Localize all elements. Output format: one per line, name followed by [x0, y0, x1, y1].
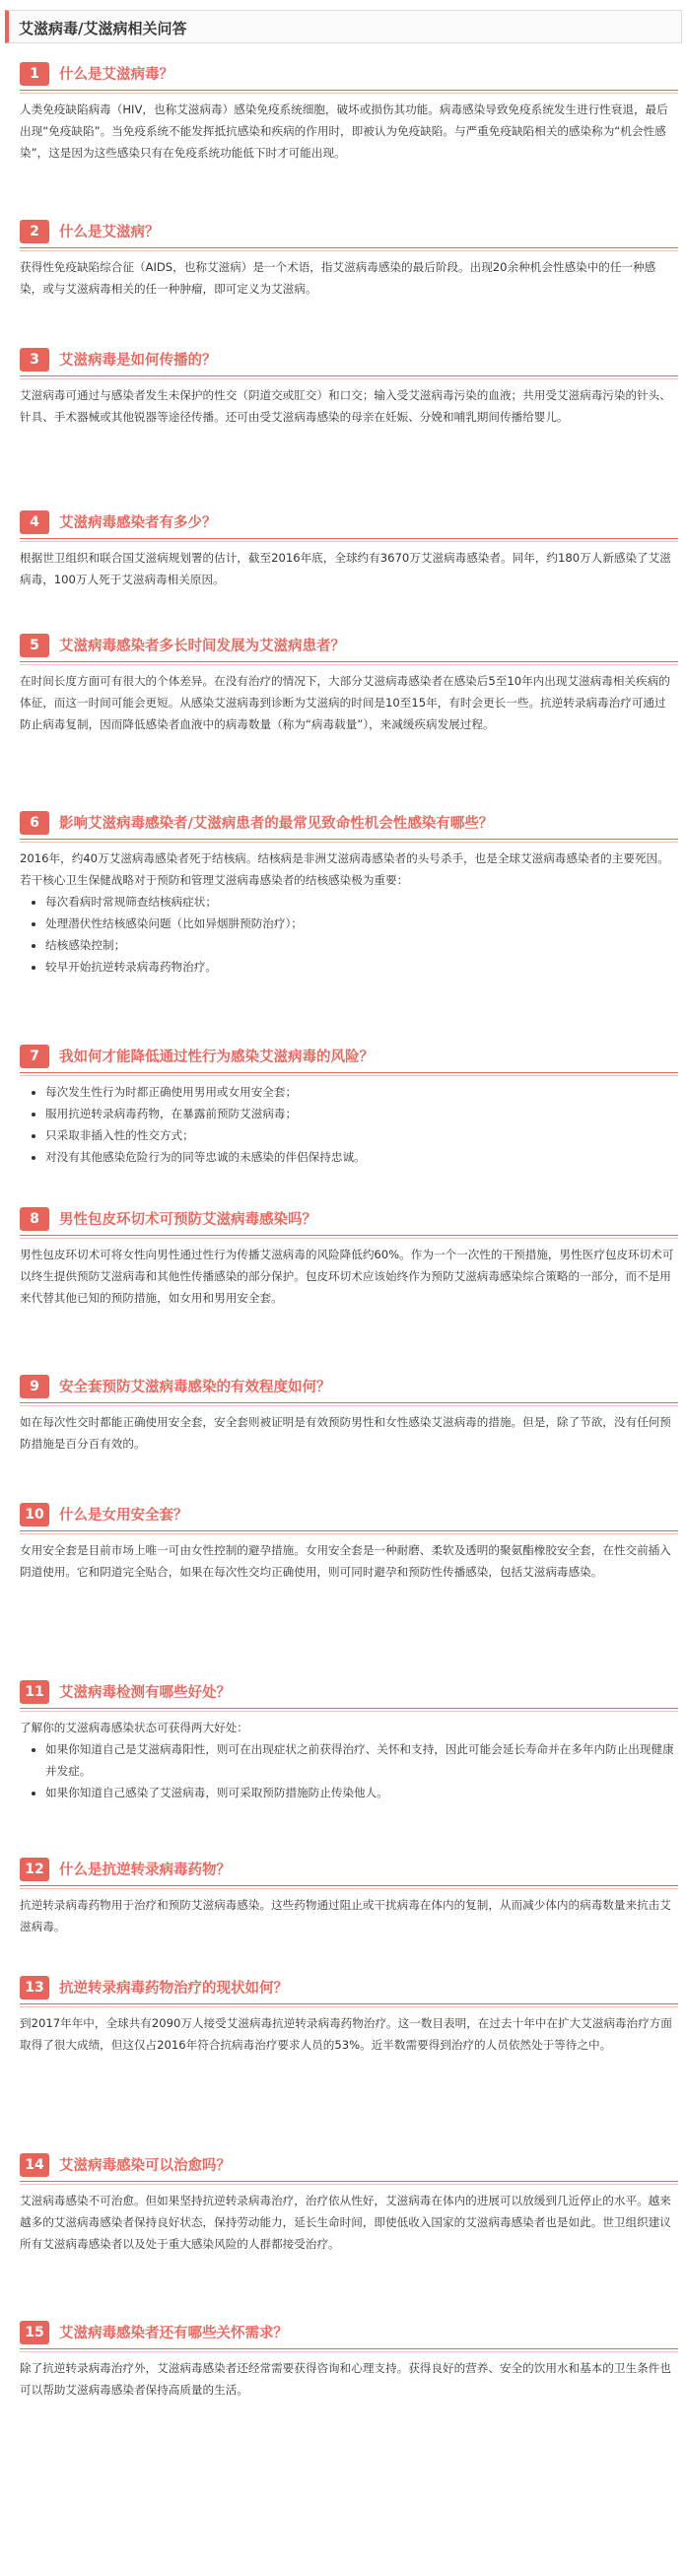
- answer-list-item: • 服用抗逆转录病毒药物，在暴露前预防艾滋病毒；: [45, 1103, 674, 1124]
- question-number-badge: 13: [20, 1976, 49, 2000]
- answer-body: [20, 670, 678, 735]
- answer-paragraph: 根据世卫组织和联合国艾滋病规划署的估计，截至2016年底，全球约有3670万艾滋病毒感染者。同年，约180万人新感染了艾滋病毒，100万人死于艾滋病毒相关原因。: [20, 551, 671, 586]
- question-header: [20, 1040, 678, 1073]
- faq-item: [20, 1853, 678, 1937]
- answer-paragraph: 艾滋病毒感染不可治愈。但如果坚持抗逆转录病毒治疗，治疗依从性好，艾滋病毒在体内的进展可以放缓到几近停止的水平。越来越多的艾滋病毒感染者保持良好状态，保持劳动能力，延长生命时间，即使低收入国家的艾滋病毒感染者也是如此。世卫组织建议所有艾滋病毒感染者以及处于重大感染风险的人群都接受治疗。: [20, 2194, 671, 2251]
- answer-list-item: • 每次看病时常规筛查结核病症状；: [45, 891, 674, 913]
- question-header: [20, 343, 678, 376]
- answer-list-item: • 结核感染控制；: [45, 934, 674, 956]
- question-number-badge: 5: [20, 634, 49, 657]
- answer-list-item: • 较早开始抗逆转录病毒药物治疗。: [45, 956, 674, 978]
- answer-paragraph: 男性包皮环切术可将女性向男性通过性行为传播艾滋病毒的风险降低约60%。作为一个一次性的干预措施，男性医疗包皮环切术可以终生提供预防艾滋病毒和其他性传播感染的部分保护。包皮环切术应该始终作为预防艾滋病毒感染综合策略的一部分，而不是用来代替其他已知的预防措施，如女用和男用安全套。: [20, 1248, 674, 1305]
- question-divider: [20, 2003, 678, 2004]
- question-divider: [20, 2348, 678, 2349]
- question-divider: [20, 1885, 678, 1886]
- question-number-badge: 6: [20, 811, 49, 835]
- question-header: [20, 1202, 678, 1236]
- question-number-badge: 7: [20, 1045, 49, 1068]
- page-title-bar: [5, 10, 682, 43]
- faq-item: [20, 1498, 678, 1583]
- question-number-badge: 12: [20, 1858, 49, 1881]
- question-title: 什么是艾滋病？: [59, 225, 160, 240]
- answer-body: [20, 2357, 678, 2401]
- answer-paragraph: 2016年，约40万艾滋病毒感染者死于结核病。结核病是非洲艾滋病毒感染者的头号杀手，也是全球艾滋病毒感染者的主要死因。若干核心卫生保健战略对于预防和管理艾滋病毒感染者的结核感染极为重要：: [20, 851, 669, 887]
- faq-item: [20, 1675, 678, 1803]
- question-header: [20, 1971, 678, 2004]
- question-number-badge: 8: [20, 1207, 49, 1231]
- answer-body: [20, 99, 678, 164]
- answer-body: [20, 1411, 678, 1455]
- question-divider: [20, 1530, 678, 1531]
- faq-item: [20, 629, 678, 735]
- question-title: 艾滋病毒是如何传播的？: [59, 353, 217, 369]
- question-header: [20, 215, 678, 248]
- question-header: [20, 2316, 678, 2349]
- question-title: 影响艾滋病毒感染者/艾滋病患者的最常见致命性机会性感染有哪些？: [59, 816, 494, 832]
- question-number-badge: 9: [20, 1375, 49, 1398]
- question-divider: [20, 538, 678, 539]
- question-title: 男性包皮环切术可预防艾滋病毒感染吗？: [59, 1212, 316, 1228]
- faq-item: [20, 2316, 678, 2401]
- question-number-badge: 15: [20, 2321, 49, 2344]
- question-number-badge: 10: [20, 1503, 49, 1526]
- faq-item: [20, 1370, 678, 1455]
- question-divider: [20, 1072, 678, 1073]
- faq-item: [20, 1202, 678, 1309]
- question-title: 安全套预防艾滋病毒感染的有效程度如何？: [59, 1380, 331, 1395]
- answer-body: [20, 2012, 678, 2056]
- question-header: [20, 806, 678, 840]
- question-title: 什么是女用安全套？: [59, 1508, 188, 1524]
- answer-paragraph: 除了抗逆转录病毒治疗外，艾滋病毒感染者还经常需要获得咨询和心理支持。获得良好的营养、安全的饮用水和基本的卫生条件也可以帮助艾滋病毒感染者保持高质量的生活。: [20, 2361, 671, 2397]
- question-title: 抗逆转录病毒药物治疗的现状如何？: [59, 1981, 288, 1997]
- faq-item: [20, 215, 678, 300]
- question-divider: [20, 661, 678, 662]
- faq-item: [20, 1040, 678, 1168]
- question-divider: [20, 375, 678, 376]
- answer-body: [20, 384, 678, 428]
- faq-item: [20, 1971, 678, 2056]
- answer-paragraph: 到2017年年中，全球共有2090万人接受艾滋病毒抗逆转录病毒药物治疗。这一数目表明，在过去十年中在扩大艾滋病毒治疗方面取得了很大成绩，但这仅占2016年符合抗病毒治疗要求人员的53%。近半数需要得到治疗的人员依然处于等待之中。: [20, 2016, 672, 2052]
- question-divider: [20, 1235, 678, 1236]
- question-title: 艾滋病毒感染可以治愈吗？: [59, 2158, 231, 2174]
- question-header: [20, 1498, 678, 1531]
- answer-body: [20, 847, 678, 978]
- answer-body: [20, 1539, 678, 1583]
- question-divider: [20, 1402, 678, 1403]
- answer-paragraph: 抗逆转录病毒药物用于治疗和预防艾滋病毒感染。这些药物通过阻止或干扰病毒在体内的复制，从而减少体内的病毒数量来抗击艾滋病毒。: [20, 1898, 671, 1933]
- answer-list-item: • 处理潜伏性结核感染问题（比如异烟肼预防治疗）；: [45, 913, 674, 934]
- answer-paragraph: 人类免疫缺陷病毒（HIV，也称艾滋病毒）感染免疫系统细胞，破坏或损伤其功能。病毒感染导致免疫系统发生进行性衰退，最后出现“免疫缺陷”。当免疫系统不能发挥抵抗感染和疾病的作用时，即被认为免疫缺陷。与严重免疫缺陷相关的感染称为“机会性感染”，这是因为这些感染只有在免疫系统功能低下时才可能出现。: [20, 102, 668, 160]
- question-header: [20, 2148, 678, 2182]
- question-header: [20, 57, 678, 91]
- question-title: 什么是抗逆转录病毒药物？: [59, 1863, 231, 1878]
- question-divider: [20, 1708, 678, 1709]
- question-title: 艾滋病毒感染者有多少？: [59, 515, 217, 531]
- faq-item: [20, 57, 678, 164]
- answer-list: [20, 891, 674, 978]
- question-number-badge: 3: [20, 348, 49, 372]
- question-header: [20, 1370, 678, 1403]
- answer-paragraph: 如在每次性交时都能正确使用安全套，安全套则被证明是有效预防男性和女性感染艾滋病毒的措施。但是，除了节欲，没有任何预防措施是百分百有效的。: [20, 1415, 671, 1451]
- question-title: 什么是艾滋病毒？: [59, 67, 173, 83]
- answer-body: [20, 1894, 678, 1937]
- faq-item: [20, 506, 678, 590]
- answer-body: [20, 2190, 678, 2255]
- answer-paragraph: 获得性免疫缺陷综合征（AIDS，也称艾滋病）是一个术语，指艾滋病毒感染的最后阶段。出现20余种机会性感染中的任一种感染，或与艾滋病毒相关的任一种肿瘤，即可定义为艾滋病。: [20, 260, 656, 296]
- question-number-badge: 2: [20, 220, 49, 243]
- question-header: [20, 1853, 678, 1886]
- question-title: 我如何才能降低通过性行为感染艾滋病毒的风险？: [59, 1050, 374, 1065]
- question-number-badge: 1: [20, 62, 49, 86]
- faq-item: [20, 806, 678, 978]
- question-divider: [20, 839, 678, 840]
- answer-paragraph: 女用安全套是目前市场上唯一可由女性控制的避孕措施。女用安全套是一种耐磨、柔软及透明的聚氨酯橡胶安全套，在性交前插入阴道使用。它和阴道完全贴合，如果在每次性交均正确使用，则可同时避孕和预防性传播感染，包括艾滋病毒感染。: [20, 1543, 671, 1579]
- answer-body: [20, 1244, 678, 1309]
- question-title: 艾滋病毒感染者还有哪些关怀需求？: [59, 2326, 288, 2341]
- answer-list: [20, 1081, 674, 1168]
- answer-list: [20, 1738, 674, 1803]
- answer-list-item: • 每次发生性行为时都正确使用男用或女用安全套；: [45, 1081, 674, 1103]
- question-divider: [20, 247, 678, 248]
- answer-list-item: • 只采取非插入性的性交方式；: [45, 1124, 674, 1146]
- question-header: [20, 1675, 678, 1709]
- answer-body: [20, 547, 678, 590]
- answer-body: [20, 1081, 678, 1168]
- page-title: 艾滋病毒/艾滋病相关问答: [19, 20, 187, 37]
- answer-list-item: • 对没有其他感染危险行为的同等忠诚的未感染的伴侣保持忠诚。: [45, 1146, 674, 1168]
- question-number-badge: 14: [20, 2153, 49, 2177]
- faq-item: [20, 2148, 678, 2255]
- answer-paragraph: 在时间长度方面可有很大的个体差异。在没有治疗的情况下，大部分艾滋病毒感染者在感染后5至10年内出现艾滋病毒相关疾病的体征，而这一时间可能会更短。从感染艾滋病毒到诊断为艾滋病的时间是10至15年，有时会更长一些。抗逆转录病毒治疗可通过防止病毒复制，因而降低感染者血液中的病毒数量（称为“病毒载量”），来减缓疾病发展过程。: [20, 674, 670, 731]
- question-title: 艾滋病毒感染者多长时间发展为艾滋病患者？: [59, 639, 345, 654]
- question-header: [20, 629, 678, 662]
- question-header: [20, 506, 678, 539]
- answer-paragraph: 了解你的艾滋病毒感染状态可获得两大好处：: [20, 1721, 248, 1734]
- question-title: 艾滋病毒检测有哪些好处？: [59, 1685, 231, 1701]
- answer-paragraph: 艾滋病毒可通过与感染者发生未保护的性交（阴道交或肛交）和口交；输入受艾滋病毒污染的血液；共用受艾滋病毒污染的针头、针具、手术器械或其他锐器等途径传播。还可由受艾滋病毒感染的母亲在妊娠、分娩和哺乳期间传播给婴儿。: [20, 388, 671, 424]
- question-divider: [20, 2181, 678, 2182]
- answer-body: [20, 256, 678, 300]
- answer-body: [20, 1717, 678, 1803]
- faq-item: [20, 343, 678, 428]
- question-number-badge: 11: [20, 1680, 49, 1704]
- question-divider: [20, 90, 678, 91]
- answer-list-item: • 如果你知道自己是艾滋病毒阳性，则可在出现症状之前获得治疗、关怀和支持，因此可能会延长寿命并在多年内防止出现健康并发症。: [45, 1738, 674, 1782]
- answer-list-item: • 如果你知道自己感染了艾滋病毒，则可采取预防措施防止传染他人。: [45, 1782, 674, 1803]
- question-number-badge: 4: [20, 510, 49, 534]
